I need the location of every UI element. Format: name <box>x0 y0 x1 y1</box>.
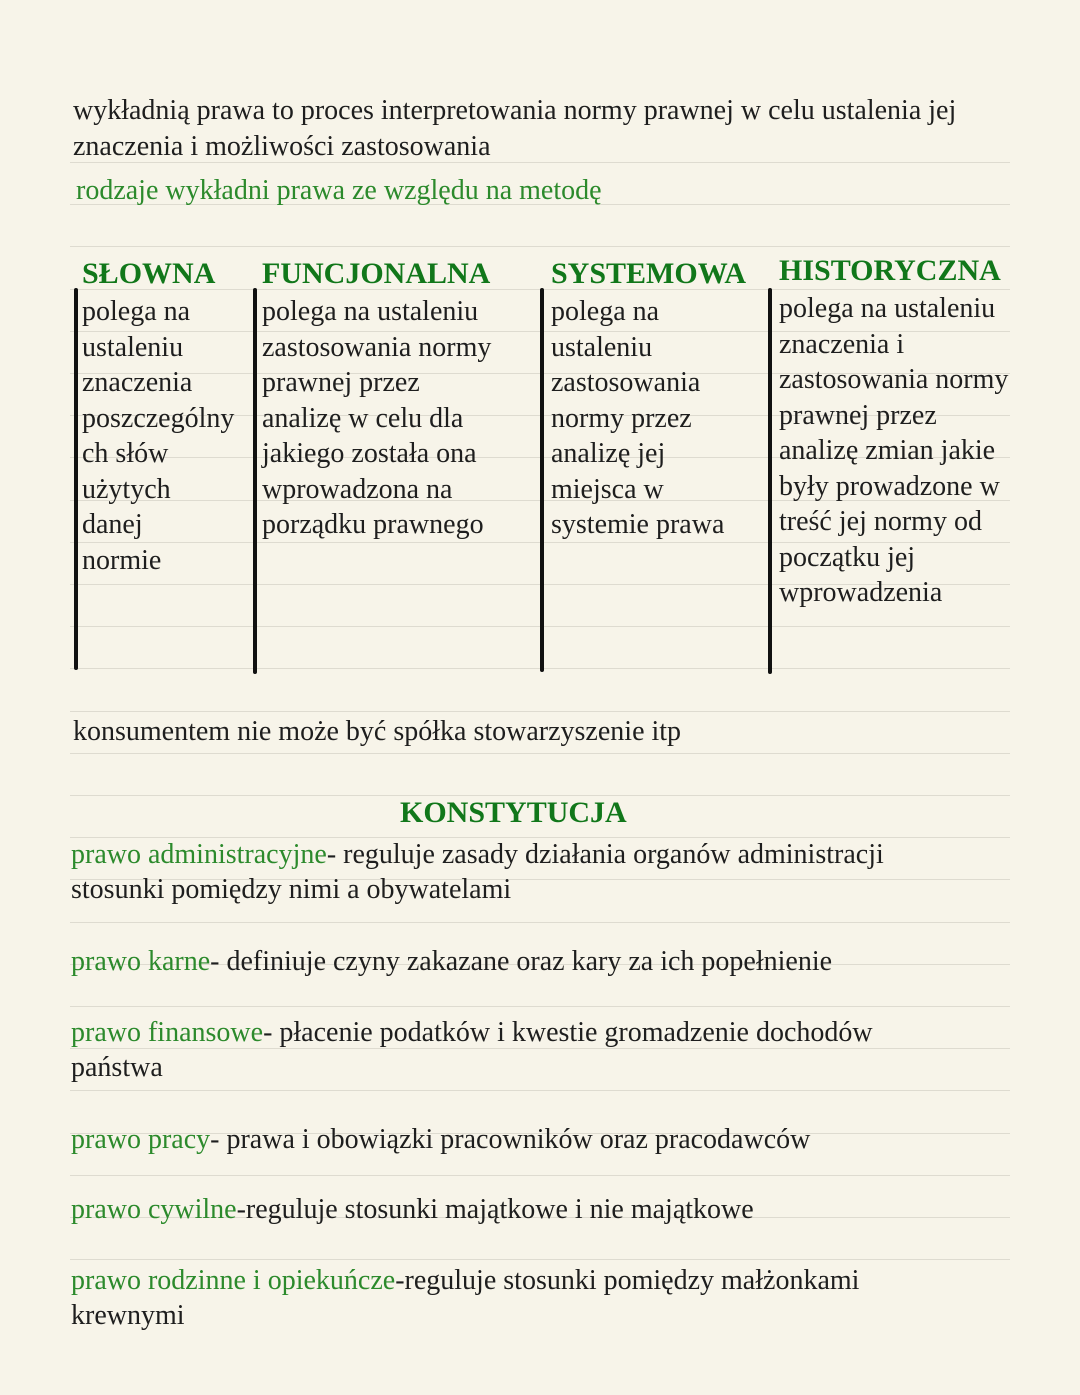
law-entry <box>71 1122 810 1158</box>
column-line: analizę jej <box>551 438 666 469</box>
column-line: miejsca w <box>551 473 664 505</box>
law-entry <box>71 1015 873 1051</box>
column-line: porządku prawnego <box>262 509 484 540</box>
law-definition-continued: krewnymi <box>71 1300 185 1331</box>
law-term: prawo finansowe <box>71 1017 264 1048</box>
column-line: znaczenia <box>82 367 193 398</box>
ruled-line <box>70 753 1010 754</box>
column-divider <box>540 288 544 672</box>
column-line: normie <box>82 544 162 576</box>
column-line: polega na ustaleniu <box>779 293 996 324</box>
ruled-line <box>70 711 1010 712</box>
column-line: użytych <box>82 473 171 505</box>
column-line: prawnej przez <box>262 367 420 398</box>
column-line: ch słów <box>82 438 169 469</box>
column-title-systemowa: SYSTEMOWA <box>551 257 747 290</box>
note: konsumentem nie może być spółka stowarzyszenie itp <box>73 716 682 747</box>
intro-line-2: znaczenia i możliwości zastosowania <box>73 131 491 162</box>
column-line: początku jej <box>779 541 916 573</box>
subtitle: rodzaje wykładni prawa ze względu na metodę <box>76 175 602 206</box>
law-entry <box>71 837 884 873</box>
ruled-line <box>70 1259 1010 1260</box>
law-term: prawo cywilne <box>71 1194 237 1225</box>
column-line: poszczególny <box>82 402 235 434</box>
column-line: systemie prawa <box>551 509 725 540</box>
column-systemowa-text <box>551 294 724 543</box>
law-definition-continued: stosunki pomiędzy nimi a obywatelami <box>71 874 512 905</box>
column-divider <box>768 288 772 674</box>
ruled-line <box>70 922 1010 923</box>
law-definition: -reguluje stosunki majątkowe i nie majątkowe <box>236 1194 754 1225</box>
column-line: ustaleniu <box>551 331 653 363</box>
law-definition-continued: państwa <box>71 1052 163 1083</box>
column-line: znaczenia i <box>779 328 905 360</box>
ruled-line <box>70 1175 1010 1176</box>
law-term: prawo karne <box>71 946 211 977</box>
law-definition: -reguluje stosunki pomiędzy małżonkami <box>395 1265 860 1296</box>
column-title-funcjonalna: FUNCJONALNA <box>262 257 491 290</box>
column-historyczna-text <box>779 291 1008 611</box>
law-definition: - płacenie podatków i kwestie gromadzenie dochodów <box>263 1017 873 1048</box>
intro-line-1: wykładnią prawa to proces interpretowania normy prawnej w celu ustalenia jej <box>73 95 957 126</box>
law-term: prawo administracyjne <box>71 839 327 870</box>
law-definition: - prawa i obowiązki pracowników oraz pracodawców <box>210 1124 811 1155</box>
law-entry <box>71 1263 859 1299</box>
column-title-slowna: SŁOWNA <box>82 257 216 290</box>
column-line: analizę w celu dla <box>262 402 464 434</box>
column-line: jakiego została ona <box>262 438 477 469</box>
ruled-line <box>70 246 1010 247</box>
law-entry <box>71 1192 754 1228</box>
column-funcjonalna-text <box>262 294 491 543</box>
column-line: wprowadzona na <box>262 473 453 505</box>
section-title: KONSTYTUCJA <box>400 796 627 829</box>
column-line: normy przez <box>551 402 692 434</box>
law-definition: - reguluje zasady działania organów administracji <box>326 839 884 870</box>
law-term: prawo rodzinne i opiekuńcze <box>71 1265 396 1296</box>
column-line: zastosowania <box>551 367 701 398</box>
law-definition: - definiuje czyny zakazane oraz kary za ich popełnienie <box>210 946 833 977</box>
law-entry <box>71 944 832 980</box>
column-line: polega na ustaleniu <box>262 296 479 327</box>
column-line: zastosowania normy <box>779 364 1009 395</box>
column-line: danej <box>82 509 143 540</box>
column-slowna-text <box>82 294 234 578</box>
column-line: treść jej normy od <box>779 506 982 537</box>
column-line: ustaleniu <box>82 331 184 363</box>
column-line: zastosowania normy <box>262 331 492 363</box>
column-line: prawnej przez <box>779 399 937 431</box>
column-divider <box>74 288 78 670</box>
column-line: wprowadzenia <box>779 577 943 608</box>
column-line: polega na <box>82 296 191 327</box>
law-term: prawo pracy <box>71 1124 211 1155</box>
column-title-historyczna: HISTORYCZNA <box>779 254 1001 287</box>
column-line: analizę zmian jakie <box>779 435 996 466</box>
ruled-line <box>70 1006 1010 1007</box>
column-line: polega na <box>551 296 660 327</box>
column-line: były prowadzone w <box>779 470 1000 502</box>
ruled-line <box>70 1090 1010 1091</box>
column-divider <box>253 288 257 674</box>
